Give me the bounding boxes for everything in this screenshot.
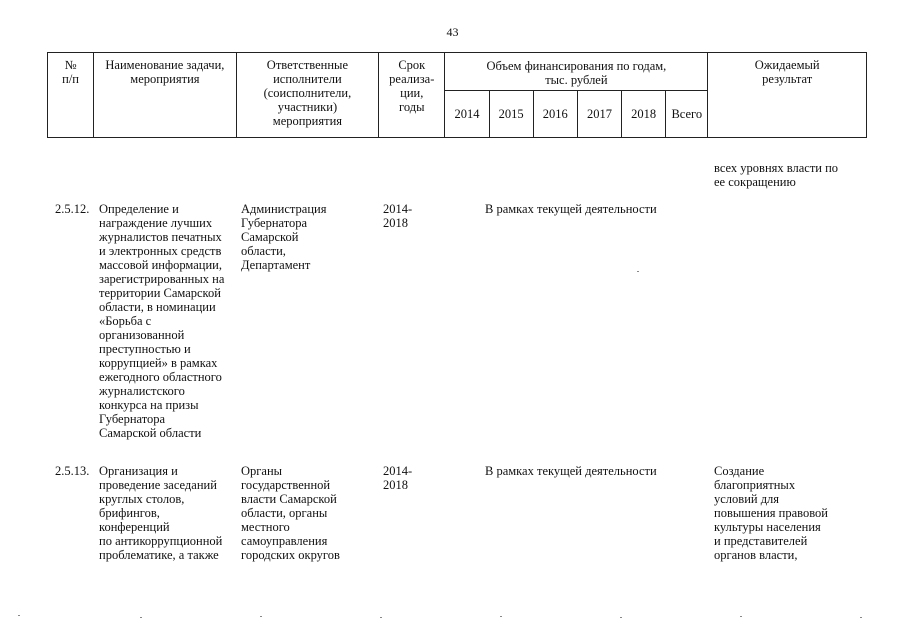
- row-number: 2.5.13.: [55, 464, 90, 478]
- row-funding: В рамках текущей деятельности: [485, 202, 657, 216]
- header-year-total: Всего: [666, 91, 708, 138]
- row-responsible: Администрация Губернатора Самарской области, Департамент: [241, 202, 327, 272]
- scan-speck: [380, 617, 382, 618]
- row-term: 2014- 2018: [383, 464, 413, 492]
- header-year: 2018: [622, 91, 666, 138]
- header-year: 2017: [577, 91, 621, 138]
- header-task: Наименование задачи, мероприятия: [94, 53, 237, 138]
- header-year: 2015: [489, 91, 533, 138]
- header-num: № п/п: [48, 53, 94, 138]
- row-number: 2.5.12.: [55, 202, 90, 216]
- header-funding: Объем финансирования по годам, тыс. рублей: [445, 53, 708, 91]
- continuation-result: всех уровнях власти по ее сокращению: [714, 161, 839, 189]
- row-funding: В рамках текущей деятельности: [485, 464, 657, 478]
- row-task: Организация и проведение заседаний круглых столов, брифингов, конференций по антикоррупционной проблематике, а также: [99, 464, 223, 562]
- page-number: 43: [446, 25, 459, 39]
- row-result: Создание благоприятных условий для повышения правовой культуры населения и представителей органов власти,: [714, 464, 828, 562]
- row-term: 2014- 2018: [383, 202, 413, 230]
- row-responsible: Органы государственной власти Самарской области, органы местного самоуправления городских округов: [241, 464, 340, 562]
- scan-speck: [260, 616, 262, 617]
- header-term: Срок реализа- ции, годы: [379, 53, 445, 138]
- table-header: [47, 52, 867, 138]
- scan-speck: [860, 617, 862, 618]
- scan-speck: [740, 616, 742, 617]
- scan-speck: [140, 617, 142, 618]
- header-year: 2014: [445, 91, 489, 138]
- header-result: Ожидаемый результат: [708, 53, 867, 138]
- scan-speck: [500, 616, 502, 617]
- scan-speck: [18, 615, 20, 616]
- scan-speck: [637, 271, 639, 272]
- header-year: 2016: [533, 91, 577, 138]
- header-responsible: Ответственные исполнители (соисполнители, участники) мероприятия: [236, 53, 379, 138]
- scan-speck: [620, 617, 622, 618]
- row-task: Определение и награждение лучших журналистов печатных и электронных средств массовой информации, зарегистрированных на территории Самарской области, в номинации «Борьба с организованной преступностью и коррупцией» в рамках ежегодного областного журналистского конкурса на призы Губернатора Самарской области: [99, 202, 225, 440]
